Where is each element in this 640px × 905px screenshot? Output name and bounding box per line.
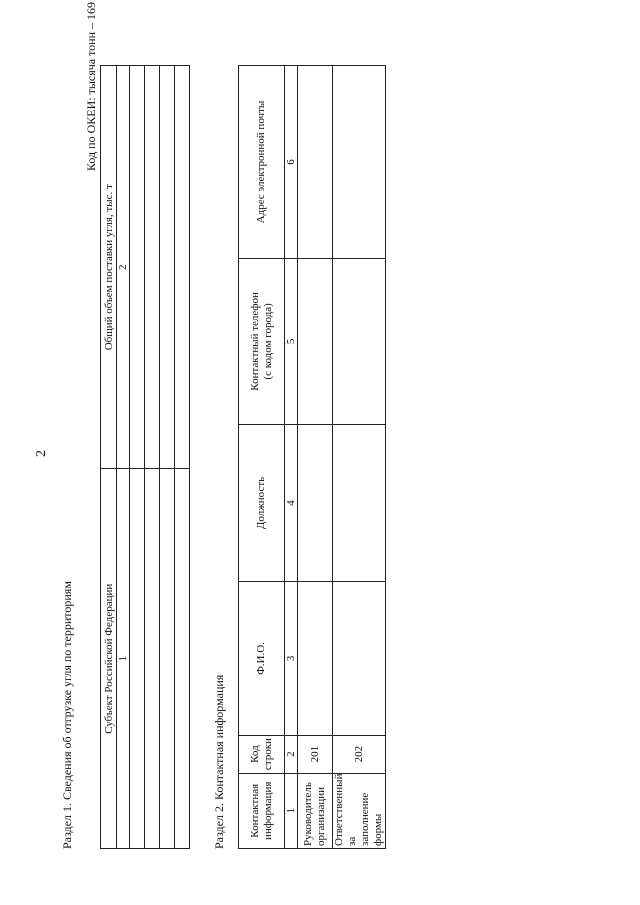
section1-data-row — [145, 66, 160, 849]
row-label — [333, 773, 386, 848]
header-email: Адрес электронной почты — [239, 66, 285, 259]
okei-code: Код по ОКЕИ: тысяча тонн – 169 — [84, 1, 98, 171]
header-phone — [239, 259, 285, 425]
section1-title: Раздел 1. Сведения об отгрузке угля по территориям — [60, 581, 74, 849]
colnum-4: 4 — [285, 424, 298, 582]
section1-header-row — [101, 66, 117, 849]
header-contact-line1: Контактная — [248, 783, 261, 838]
cell-subject[interactable] — [175, 469, 190, 849]
row-label-line2: организации — [315, 786, 327, 846]
row-label — [298, 773, 333, 848]
row-label-line2: заполнение формы — [359, 792, 384, 846]
cell-email[interactable] — [298, 66, 333, 259]
row-code: 201 — [298, 735, 333, 773]
section2-header-row — [239, 66, 285, 849]
cell-phone[interactable] — [333, 259, 386, 425]
colnum-1: 1 — [117, 469, 130, 849]
header-code-line2: строки — [261, 738, 274, 771]
row-label-line1: Руководитель — [302, 782, 314, 846]
section1-data-row — [160, 66, 175, 849]
header-position: Должность — [239, 424, 285, 582]
colnum-3: 3 — [285, 582, 298, 735]
section1-colnum-row — [117, 66, 130, 849]
header-subject: Субъект Российской Федерации — [101, 469, 117, 849]
section1-table — [100, 65, 190, 849]
header-fio: Ф.И.О. — [239, 582, 285, 735]
section1-data-row — [175, 66, 190, 849]
cell-position[interactable] — [298, 424, 333, 582]
header-phone-line1: Контактный телефон — [248, 292, 261, 391]
page-number: 2 — [34, 450, 49, 457]
section2-table — [238, 65, 386, 849]
row-202 — [333, 66, 386, 849]
cell-fio[interactable] — [298, 582, 333, 735]
row-code: 202 — [333, 735, 386, 773]
cell-volume[interactable] — [130, 66, 145, 469]
header-phone-line2: (с кодом города) — [261, 303, 274, 380]
header-contact — [239, 773, 285, 848]
cell-volume[interactable] — [160, 66, 175, 469]
colnum-2: 2 — [117, 66, 130, 469]
cell-subject[interactable] — [130, 469, 145, 849]
cell-fio[interactable] — [333, 582, 386, 735]
header-contact-line2: информация — [261, 781, 274, 840]
cell-phone[interactable] — [298, 259, 333, 425]
section1-data-row — [130, 66, 145, 849]
cell-volume[interactable] — [175, 66, 190, 469]
header-volume: Общий объем поставки угля, тыс. т — [101, 66, 117, 469]
colnum-5: 5 — [285, 259, 298, 425]
colnum-2: 2 — [285, 735, 298, 773]
cell-position[interactable] — [333, 424, 386, 582]
cell-subject[interactable] — [160, 469, 175, 849]
colnum-6: 6 — [285, 66, 298, 259]
row-201 — [298, 66, 333, 849]
cell-volume[interactable] — [145, 66, 160, 469]
colnum-1: 1 — [285, 773, 298, 848]
header-code — [239, 735, 285, 773]
section2-colnum-row — [285, 66, 298, 849]
section2-title: Раздел 2. Контактная информация — [212, 674, 226, 849]
cell-email[interactable] — [333, 66, 386, 259]
cell-subject[interactable] — [145, 469, 160, 849]
row-label-line1: Ответственный за — [333, 773, 358, 846]
header-code-line1: Код — [248, 745, 261, 763]
